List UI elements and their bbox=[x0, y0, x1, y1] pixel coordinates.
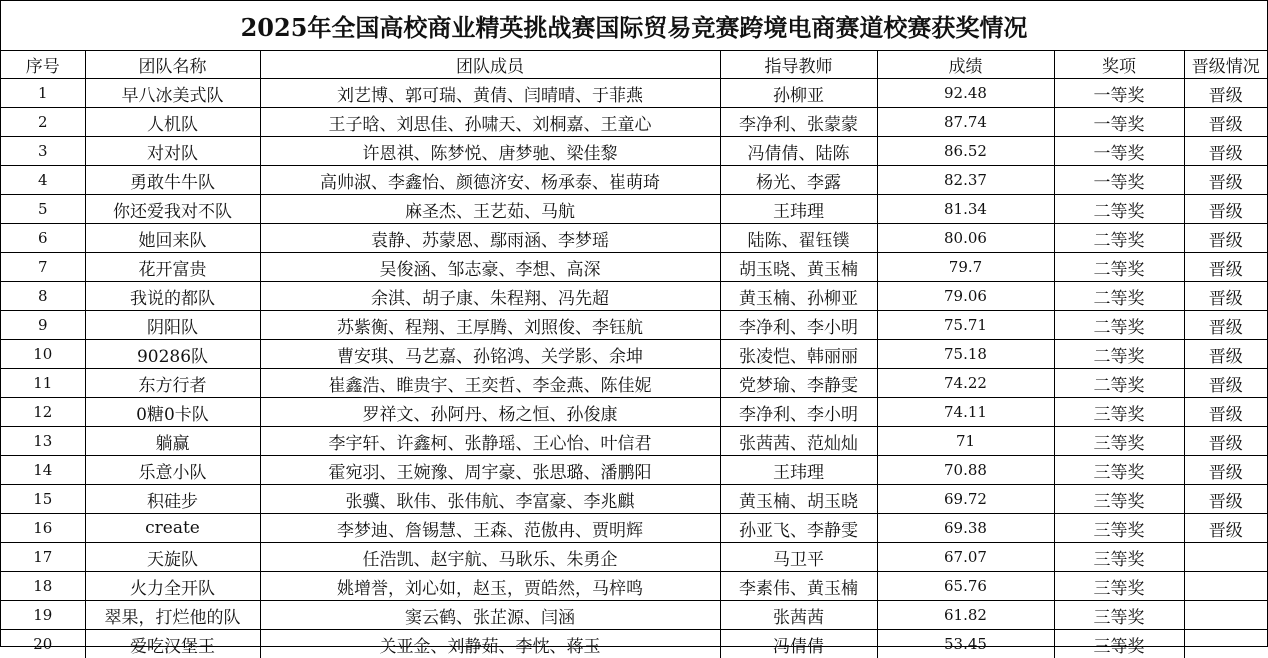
cell-score: 75.71 bbox=[877, 311, 1054, 340]
cell-team-name: 天旋队 bbox=[85, 543, 260, 572]
cell-advisor: 冯倩倩、陆陈 bbox=[720, 137, 877, 166]
cell-advancement: 晋级 bbox=[1184, 282, 1267, 311]
cell-team-members: 袁静、苏蒙恩、鄢雨涵、李梦瑶 bbox=[260, 224, 720, 253]
cell-award: 二等奖 bbox=[1054, 340, 1184, 369]
cell-advancement: 晋级 bbox=[1184, 195, 1267, 224]
cell-advisor: 李净利、李小明 bbox=[720, 398, 877, 427]
cell-award: 二等奖 bbox=[1054, 282, 1184, 311]
cell-score: 61.82 bbox=[877, 601, 1054, 630]
cell-award: 三等奖 bbox=[1054, 630, 1184, 658]
cell-score: 81.34 bbox=[877, 195, 1054, 224]
cell-team-members: 许恩祺、陈梦悦、唐梦驰、梁佳黎 bbox=[260, 137, 720, 166]
table-row bbox=[1, 572, 1267, 601]
cell-team-name: 勇敢牛牛队 bbox=[85, 166, 260, 195]
header-score: 成绩 bbox=[877, 51, 1054, 79]
cell-index: 6 bbox=[1, 224, 85, 253]
cell-index: 11 bbox=[1, 369, 85, 398]
cell-team-members: 姚增誉，刘心如，赵玉，贾皓然，马梓鸣 bbox=[260, 572, 720, 601]
cell-advisor: 党梦瑜、李静雯 bbox=[720, 369, 877, 398]
cell-score: 87.74 bbox=[877, 108, 1054, 137]
award-table bbox=[1, 51, 1267, 658]
cell-award: 二等奖 bbox=[1054, 253, 1184, 282]
cell-team-members: 窦云鹤、张芷源、闫涵 bbox=[260, 601, 720, 630]
cell-advisor: 黄玉楠、孙柳亚 bbox=[720, 282, 877, 311]
cell-index: 13 bbox=[1, 427, 85, 456]
table-row bbox=[1, 108, 1267, 137]
cell-index: 5 bbox=[1, 195, 85, 224]
cell-advancement bbox=[1184, 572, 1267, 601]
cell-score: 71 bbox=[877, 427, 1054, 456]
cell-score: 53.45 bbox=[877, 630, 1054, 658]
cell-advancement: 晋级 bbox=[1184, 137, 1267, 166]
cell-team-members: 高帅淑、李鑫怡、颜德济安、杨承泰、崔萌琦 bbox=[260, 166, 720, 195]
cell-advisor: 冯倩倩 bbox=[720, 630, 877, 658]
cell-team-name: 人机队 bbox=[85, 108, 260, 137]
cell-team-members: 王子晗、刘思佳、孙啸天、刘桐嘉、王童心 bbox=[260, 108, 720, 137]
cell-advancement bbox=[1184, 543, 1267, 572]
table-row bbox=[1, 166, 1267, 195]
cell-advancement: 晋级 bbox=[1184, 79, 1267, 108]
cell-award: 一等奖 bbox=[1054, 79, 1184, 108]
header-advancement: 晋级情况 bbox=[1184, 51, 1267, 79]
cell-team-name: 火力全开队 bbox=[85, 572, 260, 601]
cell-index: 12 bbox=[1, 398, 85, 427]
table-row bbox=[1, 311, 1267, 340]
table-row bbox=[1, 630, 1267, 658]
cell-score: 74.11 bbox=[877, 398, 1054, 427]
header-team-members: 团队成员 bbox=[260, 51, 720, 79]
cell-advancement: 晋级 bbox=[1184, 340, 1267, 369]
table-row bbox=[1, 485, 1267, 514]
cell-score: 75.18 bbox=[877, 340, 1054, 369]
sheet-title: 2025年全国高校商业精英挑战赛国际贸易竞赛跨境电商赛道校赛获奖情况 bbox=[1, 1, 1267, 51]
cell-index: 4 bbox=[1, 166, 85, 195]
cell-score: 80.06 bbox=[877, 224, 1054, 253]
cell-team-name: 花开富贵 bbox=[85, 253, 260, 282]
cell-team-name: 0糖0卡队 bbox=[85, 398, 260, 427]
table-row bbox=[1, 369, 1267, 398]
cell-team-members: 霍宛羽、王婉豫、周宇豪、张思璐、潘鹏阳 bbox=[260, 456, 720, 485]
table-row bbox=[1, 137, 1267, 166]
cell-award: 一等奖 bbox=[1054, 166, 1184, 195]
cell-advancement bbox=[1184, 601, 1267, 630]
cell-team-members: 余淇、胡子康、朱程翔、冯先超 bbox=[260, 282, 720, 311]
cell-advancement: 晋级 bbox=[1184, 108, 1267, 137]
cell-score: 92.48 bbox=[877, 79, 1054, 108]
header-award: 奖项 bbox=[1054, 51, 1184, 79]
cell-advancement: 晋级 bbox=[1184, 224, 1267, 253]
cell-award: 三等奖 bbox=[1054, 427, 1184, 456]
cell-advisor: 孙亚飞、李静雯 bbox=[720, 514, 877, 543]
cell-team-name: 她回来队 bbox=[85, 224, 260, 253]
cell-advancement: 晋级 bbox=[1184, 311, 1267, 340]
table-row bbox=[1, 282, 1267, 311]
cell-index: 15 bbox=[1, 485, 85, 514]
cell-score: 74.22 bbox=[877, 369, 1054, 398]
cell-advisor: 李素伟、黄玉楠 bbox=[720, 572, 877, 601]
cell-advancement: 晋级 bbox=[1184, 253, 1267, 282]
cell-advancement: 晋级 bbox=[1184, 427, 1267, 456]
cell-advisor: 黄玉楠、胡玉晓 bbox=[720, 485, 877, 514]
cell-advisor: 李净利、张蒙蒙 bbox=[720, 108, 877, 137]
cell-score: 70.88 bbox=[877, 456, 1054, 485]
cell-team-members: 曹安琪、马艺嘉、孙铭鸿、关学影、余坤 bbox=[260, 340, 720, 369]
cell-index: 14 bbox=[1, 456, 85, 485]
table-row bbox=[1, 543, 1267, 572]
cell-index: 19 bbox=[1, 601, 85, 630]
table-row bbox=[1, 224, 1267, 253]
cell-team-name: 90286队 bbox=[85, 340, 260, 369]
header-advisor: 指导教师 bbox=[720, 51, 877, 79]
cell-advisor: 王玮理 bbox=[720, 195, 877, 224]
cell-advisor: 孙柳亚 bbox=[720, 79, 877, 108]
cell-award: 一等奖 bbox=[1054, 108, 1184, 137]
cell-award: 二等奖 bbox=[1054, 195, 1184, 224]
cell-index: 16 bbox=[1, 514, 85, 543]
table-row bbox=[1, 195, 1267, 224]
cell-index: 8 bbox=[1, 282, 85, 311]
cell-team-name: 东方行者 bbox=[85, 369, 260, 398]
cell-award: 三等奖 bbox=[1054, 572, 1184, 601]
cell-team-members: 任浩凯、赵宇航、马耿乐、朱勇企 bbox=[260, 543, 720, 572]
table-row bbox=[1, 601, 1267, 630]
cell-advisor: 张凌恺、韩丽丽 bbox=[720, 340, 877, 369]
table-row bbox=[1, 340, 1267, 369]
cell-team-members: 苏紫衡、程翔、王厚腾、刘照俊、李钰航 bbox=[260, 311, 720, 340]
cell-team-name: create bbox=[85, 514, 260, 543]
cell-team-members: 关亚金、刘静茹、李忱、蒋玉 bbox=[260, 630, 720, 658]
cell-score: 79.7 bbox=[877, 253, 1054, 282]
cell-advisor: 胡玉晓、黄玉楠 bbox=[720, 253, 877, 282]
cell-index: 1 bbox=[1, 79, 85, 108]
cell-award: 三等奖 bbox=[1054, 543, 1184, 572]
cell-team-members: 吴俊涵、邹志豪、李想、高深 bbox=[260, 253, 720, 282]
table-row bbox=[1, 79, 1267, 108]
cell-advancement: 晋级 bbox=[1184, 456, 1267, 485]
cell-index: 7 bbox=[1, 253, 85, 282]
cell-index: 2 bbox=[1, 108, 85, 137]
cell-index: 20 bbox=[1, 630, 85, 658]
cell-score: 67.07 bbox=[877, 543, 1054, 572]
header-row bbox=[1, 51, 1267, 79]
header-team-name: 团队名称 bbox=[85, 51, 260, 79]
cell-award: 二等奖 bbox=[1054, 224, 1184, 253]
cell-index: 18 bbox=[1, 572, 85, 601]
header-index: 序号 bbox=[1, 51, 85, 79]
cell-team-name: 翠果，打烂他的队 bbox=[85, 601, 260, 630]
cell-award: 三等奖 bbox=[1054, 601, 1184, 630]
cell-index: 9 bbox=[1, 311, 85, 340]
cell-score: 69.72 bbox=[877, 485, 1054, 514]
cell-index: 17 bbox=[1, 543, 85, 572]
cell-team-members: 麻圣杰、王艺茹、马航 bbox=[260, 195, 720, 224]
table-row bbox=[1, 514, 1267, 543]
cell-team-name: 阴阳队 bbox=[85, 311, 260, 340]
cell-advisor: 陆陈、翟钰镤 bbox=[720, 224, 877, 253]
cell-advisor: 马卫平 bbox=[720, 543, 877, 572]
cell-advisor: 王玮理 bbox=[720, 456, 877, 485]
cell-advancement: 晋级 bbox=[1184, 485, 1267, 514]
cell-team-members: 李宇轩、许鑫柯、张静瑶、王心怡、叶信君 bbox=[260, 427, 720, 456]
table-row bbox=[1, 253, 1267, 282]
cell-team-name: 对对队 bbox=[85, 137, 260, 166]
table-row bbox=[1, 427, 1267, 456]
cell-advancement: 晋级 bbox=[1184, 166, 1267, 195]
cell-advisor: 杨光、李露 bbox=[720, 166, 877, 195]
cell-team-name: 积硅步 bbox=[85, 485, 260, 514]
cell-index: 3 bbox=[1, 137, 85, 166]
cell-award: 二等奖 bbox=[1054, 369, 1184, 398]
cell-award: 三等奖 bbox=[1054, 485, 1184, 514]
cell-team-name: 乐意小队 bbox=[85, 456, 260, 485]
cell-team-name: 早八冰美式队 bbox=[85, 79, 260, 108]
cell-score: 82.37 bbox=[877, 166, 1054, 195]
cell-score: 69.38 bbox=[877, 514, 1054, 543]
cell-team-members: 刘艺博、郭可瑞、黄倩、闫晴晴、于菲燕 bbox=[260, 79, 720, 108]
cell-team-members: 李梦迪、詹锡慧、王森、范傲冉、贾明辉 bbox=[260, 514, 720, 543]
cell-advancement: 晋级 bbox=[1184, 514, 1267, 543]
cell-team-name: 爱吃汉堡王 bbox=[85, 630, 260, 658]
cell-advancement bbox=[1184, 630, 1267, 658]
cell-score: 86.52 bbox=[877, 137, 1054, 166]
cell-index: 10 bbox=[1, 340, 85, 369]
cell-advisor: 张茜茜、范灿灿 bbox=[720, 427, 877, 456]
cell-team-members: 崔鑫浩、睢贵宇、王奕哲、李金燕、陈佳妮 bbox=[260, 369, 720, 398]
cell-award: 三等奖 bbox=[1054, 456, 1184, 485]
cell-award: 一等奖 bbox=[1054, 137, 1184, 166]
cell-award: 三等奖 bbox=[1054, 398, 1184, 427]
cell-advancement: 晋级 bbox=[1184, 369, 1267, 398]
table-row bbox=[1, 398, 1267, 427]
cell-score: 65.76 bbox=[877, 572, 1054, 601]
cell-award: 三等奖 bbox=[1054, 514, 1184, 543]
cell-advisor: 李净利、李小明 bbox=[720, 311, 877, 340]
cell-team-name: 躺赢 bbox=[85, 427, 260, 456]
cell-advisor: 张茜茜 bbox=[720, 601, 877, 630]
cell-score: 79.06 bbox=[877, 282, 1054, 311]
cell-team-name: 我说的都队 bbox=[85, 282, 260, 311]
cell-advancement: 晋级 bbox=[1184, 398, 1267, 427]
table-row bbox=[1, 456, 1267, 485]
cell-team-members: 张骥、耿伟、张伟航、李富豪、李兆麒 bbox=[260, 485, 720, 514]
cell-team-members: 罗祥文、孙阿丹、杨之恒、孙俊康 bbox=[260, 398, 720, 427]
cell-award: 二等奖 bbox=[1054, 311, 1184, 340]
cell-team-name: 你还爱我对不队 bbox=[85, 195, 260, 224]
